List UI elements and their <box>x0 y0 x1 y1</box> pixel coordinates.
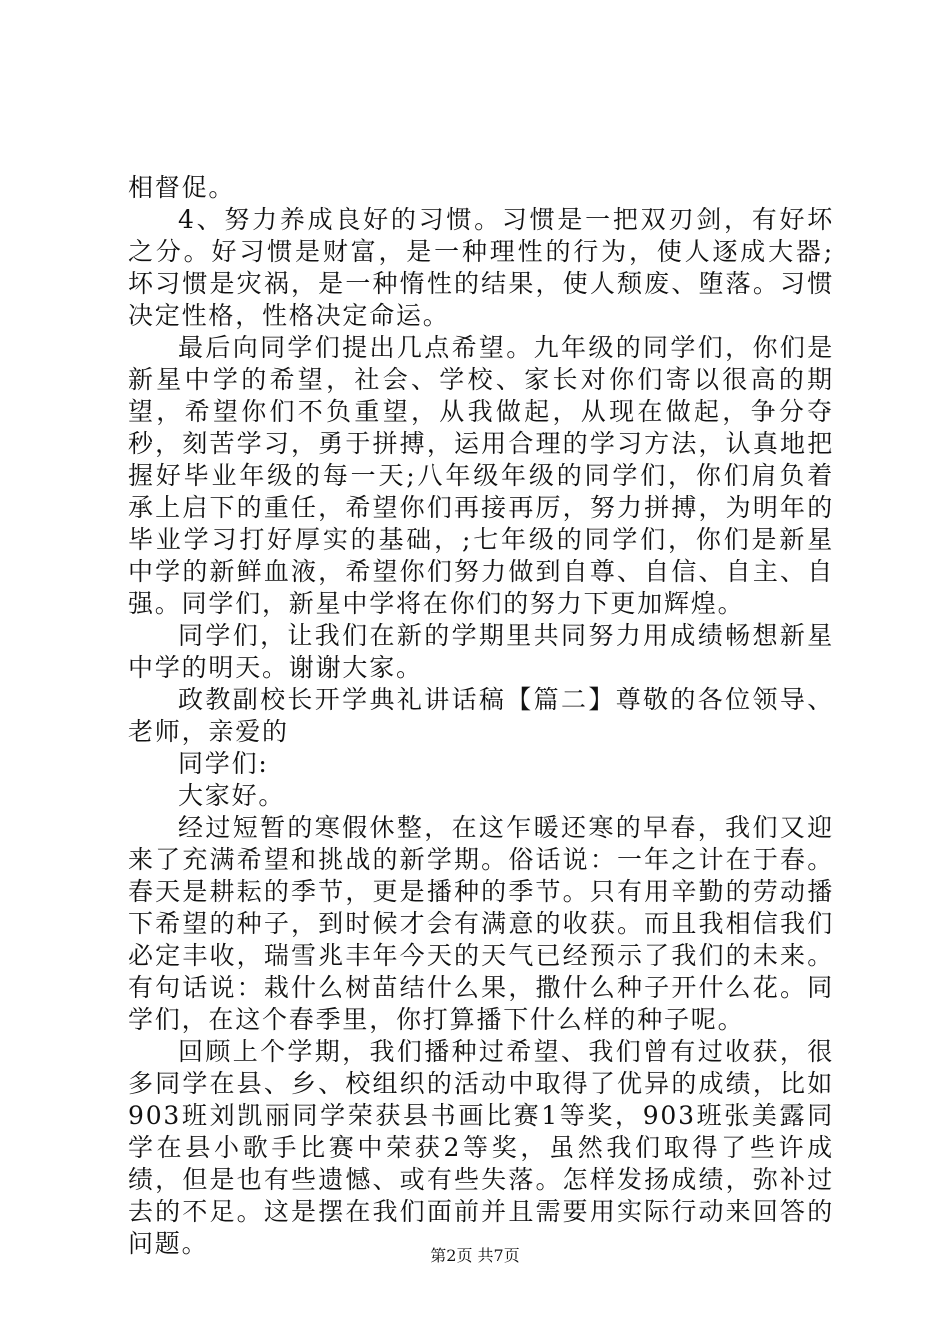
page-footer: 第2页 共7页 <box>430 1246 520 1265</box>
paragraph-greeting: 大家好。 <box>178 781 286 810</box>
paragraph-continuation: 相督促。 <box>128 173 236 202</box>
paragraph-habits: 4、努力养成良好的习惯。习惯是一把双刃剑，有好坏之分。好习惯是财富，是一种理性的行为，使人逐成大器;坏习惯是灾祸，是一种惰性的结果，使人颓废、堕落。习惯决定性格，性格决定命运。 <box>128 205 834 330</box>
document-body <box>128 172 834 1260</box>
paragraph-speech-two-heading: 政教副校长开学典礼讲话稿【篇二】尊敬的各位领导、老师，亲爱的 <box>128 685 834 746</box>
paragraph-closing: 同学们，让我们在新的学期里共同努力用成绩畅想新星中学的明天。谢谢大家。 <box>128 621 834 682</box>
paragraph-new-semester: 经过短暂的寒假休整，在这乍暖还寒的早春，我们又迎来了充满希望和挑战的新学期。俗话说：一年之计在于春。春天是耕耘的季节，更是播种的季节。只有用辛勤的劳动播下希望的种子，到时候才会有满意的收获。而且我相信我们必定丰收，瑞雪兆丰年今天的天气已经预示了我们的未来。有句话说：栽什么树苗结什么果，撒什么种子开什么花。同学们，在这个春季里，你打算播下什么样的种子呢。 <box>128 813 834 1034</box>
paragraph-hopes: 最后向同学们提出几点希望。九年级的同学们，你们是新星中学的希望，社会、学校、家长对你们寄以很高的期望，希望你们不负重望，从我做起，从现在做起，争分夺秒，刻苦学习，勇于拼搏，运用合理的学习方法，认真地把握好毕业年级的每一天;八年级年级的同学们，你们肩负着承上启下的重任，希望你们再接再厉，努力拼搏，为明年的毕业学习打好厚实的基础，;七年级的同学们，你们是新星中学的新鲜血液，希望你们努力做到自尊、自信、自主、自强。同学们，新星中学将在你们的努力下更加辉煌。 <box>128 333 834 618</box>
paragraph-review: 回顾上个学期，我们播种过希望、我们曾有过收获，很多同学在县、乡、校组织的活动中取得了优异的成绩，比如903班刘凯丽同学荣获县书画比赛1等奖，903班张美露同学在县小歌手比赛中荣获2等奖，虽然我们取得了些许成绩，但是也有些遗憾、或有些失落。怎样发扬成绩，弥补过去的不足。这是摆在我们面前并且需要用实际行动来回答的问题。 <box>128 1037 834 1258</box>
paragraph-salutation: 同学们: <box>178 749 269 778</box>
